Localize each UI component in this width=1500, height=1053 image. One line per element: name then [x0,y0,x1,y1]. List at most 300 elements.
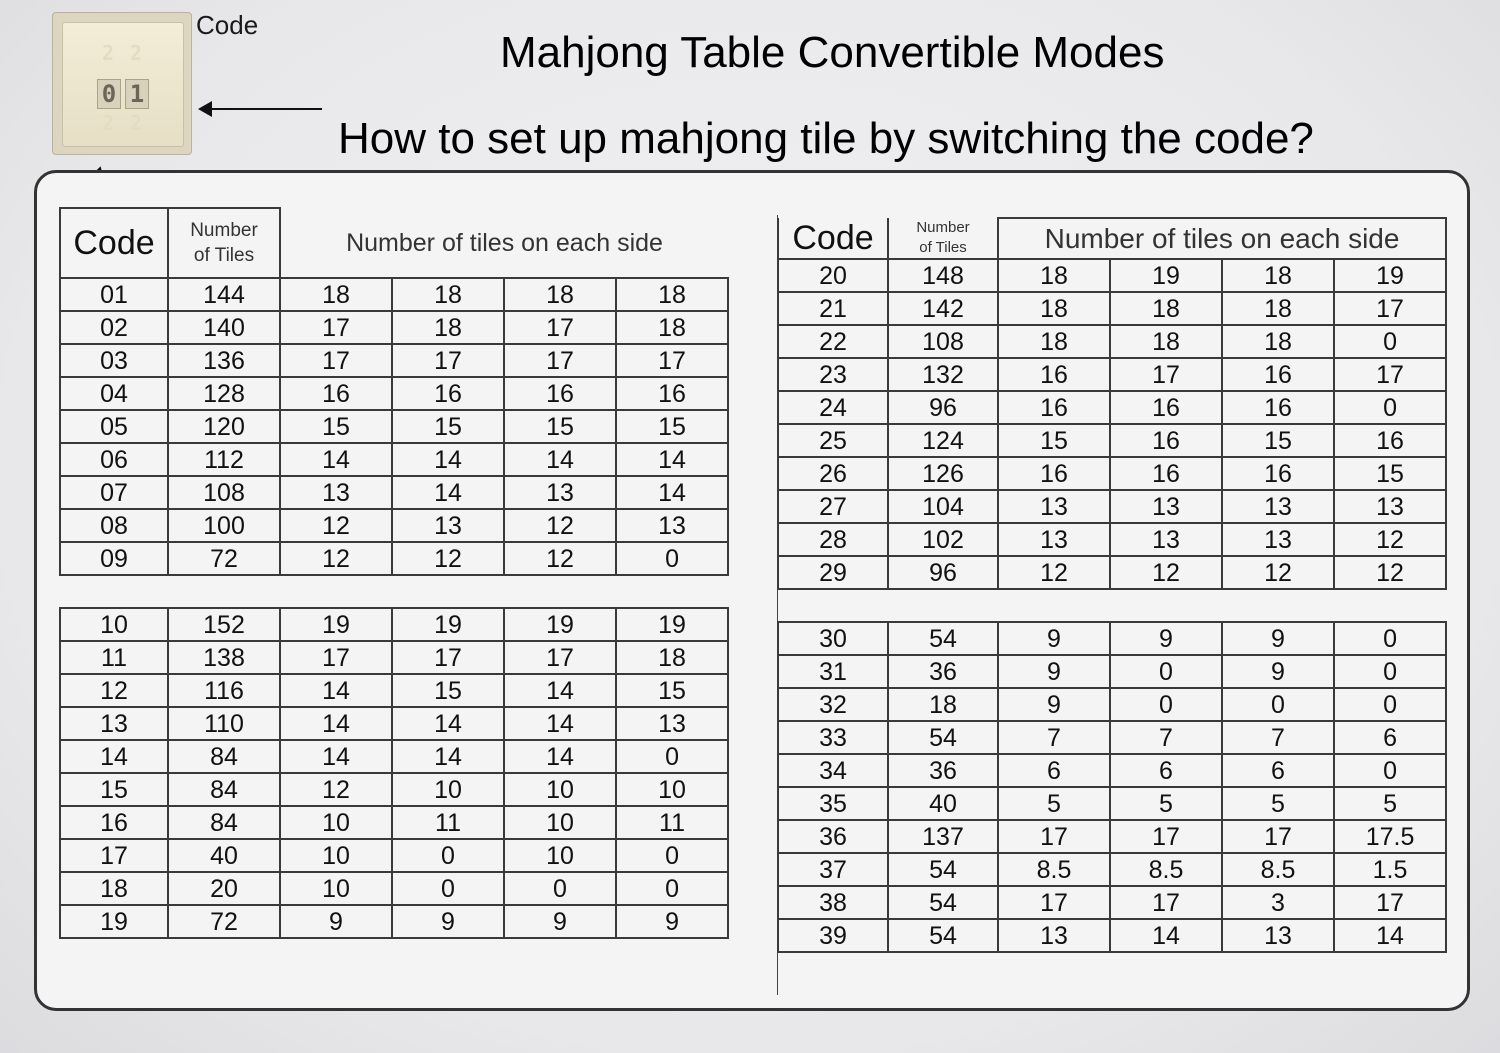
code-cell: 03 [60,344,168,377]
tile-count-cell: 104 [888,490,998,523]
side-1-cell: 18 [998,259,1110,292]
side-3-cell: 6 [1222,754,1334,787]
side-2-cell: 16 [1110,391,1222,424]
table-row [60,509,728,542]
side-1-cell: 17 [998,886,1110,919]
tile-count-cell: 36 [888,754,998,787]
tile-count-cell: 54 [888,919,998,952]
table-row [778,556,1446,589]
side-4-cell: 13 [616,707,728,740]
table-row [778,325,1446,358]
switch-code-label: Code [196,10,259,40]
gap-cell [778,589,1446,622]
code-cell: 23 [778,358,888,391]
side-3-cell: 16 [504,377,616,410]
tile-count-cell: 128 [168,377,280,410]
table-row [60,476,728,509]
table-gap-row [778,589,1446,622]
code-cell: 33 [778,721,888,754]
side-4-cell: 0 [1334,391,1446,424]
table-row [778,292,1446,325]
table-gap-row [60,575,728,608]
code-cell: 10 [60,608,168,641]
side-3-cell: 8.5 [1222,853,1334,886]
side-2-cell: 17 [392,344,504,377]
side-3-cell: 9 [504,905,616,938]
code-cell: 11 [60,641,168,674]
tile-count-cell: 132 [888,358,998,391]
side-1-cell: 12 [998,556,1110,589]
left-code-table [59,207,729,939]
side-3-cell: 17 [1222,820,1334,853]
code-cell: 08 [60,509,168,542]
side-4-cell: 0 [616,839,728,872]
code-cell: 01 [60,278,168,311]
side-4-cell: 15 [1334,457,1446,490]
side-4-cell: 13 [1334,490,1446,523]
table-row [778,424,1446,457]
table-row [778,622,1446,655]
side-2-cell: 8.5 [1110,853,1222,886]
side-2-cell: 18 [392,311,504,344]
side-1-cell: 9 [998,622,1110,655]
side-2-cell: 17 [1110,886,1222,919]
code-header: Code [60,208,168,278]
side-4-cell: 14 [616,476,728,509]
code-cell: 21 [778,292,888,325]
side-1-cell: 10 [280,806,392,839]
table-row [778,754,1446,787]
side-3-cell: 3 [1222,886,1334,919]
side-2-cell: 14 [392,476,504,509]
tile-count-cell: 108 [888,325,998,358]
side-3-cell: 14 [504,674,616,707]
tile-count-cell: 54 [888,886,998,919]
table-row [778,259,1446,292]
side-1-cell: 9 [998,688,1110,721]
side-1-cell: 10 [280,839,392,872]
side-4-cell: 0 [616,542,728,575]
tile-count-cell: 96 [888,391,998,424]
switch-ghost-digit: 2 [101,111,115,135]
side-1-cell: 13 [280,476,392,509]
tile-count-cell: 96 [888,556,998,589]
side-3-cell: 16 [1222,457,1334,490]
table-row [778,391,1446,424]
side-2-cell: 14 [392,740,504,773]
side-1-cell: 6 [998,754,1110,787]
side-4-cell: 16 [616,377,728,410]
side-2-cell: 13 [392,509,504,542]
tile-count-cell: 126 [888,457,998,490]
gap-cell [60,575,728,608]
tile-count-cell: 72 [168,542,280,575]
side-3-cell: 15 [504,410,616,443]
code-cell: 22 [778,325,888,358]
code-cell: 25 [778,424,888,457]
switch-digit-ones: 1 [125,79,149,109]
side-3-cell: 7 [1222,721,1334,754]
code-cell: 17 [60,839,168,872]
table-row [60,542,728,575]
table-row [60,773,728,806]
tile-count-cell: 142 [888,292,998,325]
table-row [778,919,1446,952]
side-2-cell: 17 [392,641,504,674]
table-row [778,457,1446,490]
side-2-cell: 7 [1110,721,1222,754]
code-cell: 27 [778,490,888,523]
table-row [778,886,1446,919]
tile-count-cell: 40 [168,839,280,872]
table-header-row [60,208,728,278]
side-1-cell: 18 [998,325,1110,358]
side-1-cell: 15 [280,410,392,443]
table-row [778,490,1446,523]
side-4-cell: 16 [1334,424,1446,457]
code-cell: 26 [778,457,888,490]
code-table-board [34,170,1470,1011]
side-1-cell: 18 [998,292,1110,325]
side-4-cell: 14 [1334,919,1446,952]
side-2-cell: 0 [392,872,504,905]
number-header-line2: of Tiles [193,245,255,266]
tile-count-cell: 137 [888,820,998,853]
side-1-cell: 17 [998,820,1110,853]
table-header-row [778,218,1446,259]
code-cell: 32 [778,688,888,721]
table-row [778,820,1446,853]
table-row [60,608,728,641]
table-row [60,443,728,476]
side-4-cell: 10 [616,773,728,806]
right-code-table [777,217,1447,953]
tile-count-cell: 100 [168,509,280,542]
side-1-cell: 16 [998,391,1110,424]
side-3-cell: 5 [1222,787,1334,820]
page-subtitle: How to set up mahjong tile by switching the code? [338,114,1314,163]
side-2-cell: 11 [392,806,504,839]
side-3-cell: 19 [504,608,616,641]
side-4-cell: 19 [1334,259,1446,292]
tile-count-cell: 116 [168,674,280,707]
switch-ghost-digit: 2 [101,41,115,65]
side-1-cell: 16 [998,358,1110,391]
side-4-cell: 17.5 [1334,820,1446,853]
code-cell: 38 [778,886,888,919]
side-1-cell: 16 [998,457,1110,490]
code-cell: 14 [60,740,168,773]
side-2-cell: 12 [392,542,504,575]
side-1-cell: 13 [998,490,1110,523]
number-header-line1: Number [916,219,970,236]
side-4-cell: 12 [1334,556,1446,589]
code-cell: 02 [60,311,168,344]
side-2-cell: 14 [392,707,504,740]
side-1-cell: 13 [998,919,1110,952]
side-4-cell: 17 [1334,358,1446,391]
tile-count-cell: 108 [168,476,280,509]
side-1-cell: 9 [280,905,392,938]
tiles-each-side-header: Number of tiles on each side [998,218,1446,259]
side-1-cell: 17 [280,344,392,377]
side-4-cell: 6 [1334,721,1446,754]
right-table-body [778,259,1446,952]
table-row [60,641,728,674]
side-2-cell: 9 [1110,622,1222,655]
side-4-cell: 17 [1334,292,1446,325]
table-row [778,853,1446,886]
side-3-cell: 17 [504,344,616,377]
side-2-cell: 16 [392,377,504,410]
tile-count-cell: 54 [888,853,998,886]
side-4-cell: 5 [1334,787,1446,820]
side-3-cell: 18 [504,278,616,311]
side-2-cell: 12 [1110,556,1222,589]
side-1-cell: 8.5 [998,853,1110,886]
side-1-cell: 14 [280,674,392,707]
side-4-cell: 19 [616,608,728,641]
tile-count-cell: 144 [168,278,280,311]
tiles-each-side-header: Number of tiles on each side [280,208,728,278]
code-cell: 24 [778,391,888,424]
side-2-cell: 18 [392,278,504,311]
tile-count-cell: 84 [168,740,280,773]
table-row [60,377,728,410]
page-title: Mahjong Table Convertible Modes [500,28,1165,77]
number-of-tiles-header [888,218,998,259]
side-3-cell: 18 [1222,259,1334,292]
side-4-cell: 15 [616,410,728,443]
table-row [60,905,728,938]
side-1-cell: 14 [280,707,392,740]
side-2-cell: 0 [392,839,504,872]
side-3-cell: 10 [504,839,616,872]
side-1-cell: 17 [280,311,392,344]
side-3-cell: 10 [504,806,616,839]
code-cell: 13 [60,707,168,740]
table-row [60,674,728,707]
side-4-cell: 0 [616,872,728,905]
side-1-cell: 14 [280,443,392,476]
side-1-cell: 13 [998,523,1110,556]
code-cell: 39 [778,919,888,952]
table-row [60,278,728,311]
side-2-cell: 16 [1110,457,1222,490]
tile-count-cell: 54 [888,622,998,655]
side-4-cell: 0 [1334,325,1446,358]
side-3-cell: 13 [1222,919,1334,952]
switch-ghost-digit: 2 [129,111,143,135]
side-3-cell: 16 [1222,358,1334,391]
side-2-cell: 15 [392,674,504,707]
side-2-cell: 16 [1110,424,1222,457]
side-3-cell: 17 [504,641,616,674]
code-cell: 07 [60,476,168,509]
side-2-cell: 19 [1110,259,1222,292]
switch-digit-tens: 0 [97,79,121,109]
side-3-cell: 15 [1222,424,1334,457]
side-3-cell: 0 [504,872,616,905]
table-row [778,787,1446,820]
side-2-cell: 5 [1110,787,1222,820]
switch-ghost-digit: 2 [129,41,143,65]
side-2-cell: 15 [392,410,504,443]
tile-count-cell: 138 [168,641,280,674]
side-4-cell: 18 [616,641,728,674]
side-2-cell: 13 [1110,523,1222,556]
number-of-tiles-header [168,208,280,278]
code-cell: 36 [778,820,888,853]
side-2-cell: 17 [1110,820,1222,853]
side-1-cell: 19 [280,608,392,641]
side-1-cell: 7 [998,721,1110,754]
side-4-cell: 9 [616,905,728,938]
side-3-cell: 14 [504,443,616,476]
side-3-cell: 14 [504,707,616,740]
code-cell: 34 [778,754,888,787]
table-row [60,740,728,773]
table-row [778,523,1446,556]
table-row [778,688,1446,721]
side-4-cell: 1.5 [1334,853,1446,886]
side-3-cell: 12 [1222,556,1334,589]
code-cell: 04 [60,377,168,410]
code-cell: 19 [60,905,168,938]
tile-count-cell: 18 [888,688,998,721]
tile-count-cell: 84 [168,773,280,806]
code-header: Code [778,218,888,259]
code-switch-housing [62,22,184,147]
table-row [778,655,1446,688]
side-4-cell: 18 [616,278,728,311]
tile-count-cell: 120 [168,410,280,443]
code-cell: 35 [778,787,888,820]
side-4-cell: 11 [616,806,728,839]
code-cell: 06 [60,443,168,476]
side-4-cell: 14 [616,443,728,476]
code-cell: 28 [778,523,888,556]
side-2-cell: 13 [1110,490,1222,523]
code-cell: 18 [60,872,168,905]
side-4-cell: 0 [1334,754,1446,787]
table-row [778,721,1446,754]
side-4-cell: 0 [616,740,728,773]
side-2-cell: 17 [1110,358,1222,391]
side-3-cell: 18 [1222,292,1334,325]
code-switch-image [52,12,192,155]
tile-count-cell: 152 [168,608,280,641]
code-cell: 09 [60,542,168,575]
code-cell: 20 [778,259,888,292]
side-3-cell: 10 [504,773,616,806]
tile-count-cell: 84 [168,806,280,839]
side-2-cell: 14 [1110,919,1222,952]
side-1-cell: 14 [280,740,392,773]
side-2-cell: 18 [1110,325,1222,358]
tile-count-cell: 124 [888,424,998,457]
side-3-cell: 12 [504,542,616,575]
side-2-cell: 14 [392,443,504,476]
table-row [60,311,728,344]
tile-count-cell: 72 [168,905,280,938]
side-1-cell: 12 [280,773,392,806]
side-1-cell: 10 [280,872,392,905]
side-3-cell: 14 [504,740,616,773]
code-cell: 16 [60,806,168,839]
code-cell: 31 [778,655,888,688]
code-cell: 37 [778,853,888,886]
table-row [60,410,728,443]
number-header-line1: Number [190,220,258,241]
table-row [778,358,1446,391]
side-4-cell: 18 [616,311,728,344]
tile-count-cell: 148 [888,259,998,292]
side-3-cell: 13 [504,476,616,509]
table-row [60,839,728,872]
side-3-cell: 0 [1222,688,1334,721]
side-1-cell: 9 [998,655,1110,688]
side-1-cell: 16 [280,377,392,410]
side-1-cell: 17 [280,641,392,674]
side-4-cell: 0 [1334,622,1446,655]
side-2-cell: 18 [1110,292,1222,325]
tile-count-cell: 136 [168,344,280,377]
tile-count-cell: 110 [168,707,280,740]
side-3-cell: 13 [1222,490,1334,523]
number-header-line2: of Tiles [919,239,967,256]
side-4-cell: 0 [1334,655,1446,688]
tile-count-cell: 36 [888,655,998,688]
tile-count-cell: 102 [888,523,998,556]
side-2-cell: 10 [392,773,504,806]
side-4-cell: 15 [616,674,728,707]
side-2-cell: 0 [1110,655,1222,688]
tile-count-cell: 20 [168,872,280,905]
tile-count-cell: 112 [168,443,280,476]
side-4-cell: 13 [616,509,728,542]
side-4-cell: 17 [616,344,728,377]
side-2-cell: 19 [392,608,504,641]
side-3-cell: 13 [1222,523,1334,556]
side-1-cell: 15 [998,424,1110,457]
side-1-cell: 12 [280,542,392,575]
side-3-cell: 17 [504,311,616,344]
side-2-cell: 6 [1110,754,1222,787]
side-1-cell: 12 [280,509,392,542]
side-3-cell: 9 [1222,622,1334,655]
side-2-cell: 9 [392,905,504,938]
side-1-cell: 18 [280,278,392,311]
side-4-cell: 12 [1334,523,1446,556]
side-4-cell: 17 [1334,886,1446,919]
side-4-cell: 0 [1334,688,1446,721]
left-arrow-icon [200,108,322,110]
code-cell: 29 [778,556,888,589]
code-cell: 12 [60,674,168,707]
tile-count-cell: 54 [888,721,998,754]
left-table-body [60,278,728,938]
table-row [60,344,728,377]
code-cell: 05 [60,410,168,443]
side-3-cell: 16 [1222,391,1334,424]
side-2-cell: 0 [1110,688,1222,721]
tile-count-cell: 140 [168,311,280,344]
side-3-cell: 9 [1222,655,1334,688]
table-row [60,806,728,839]
code-cell: 15 [60,773,168,806]
side-1-cell: 5 [998,787,1110,820]
